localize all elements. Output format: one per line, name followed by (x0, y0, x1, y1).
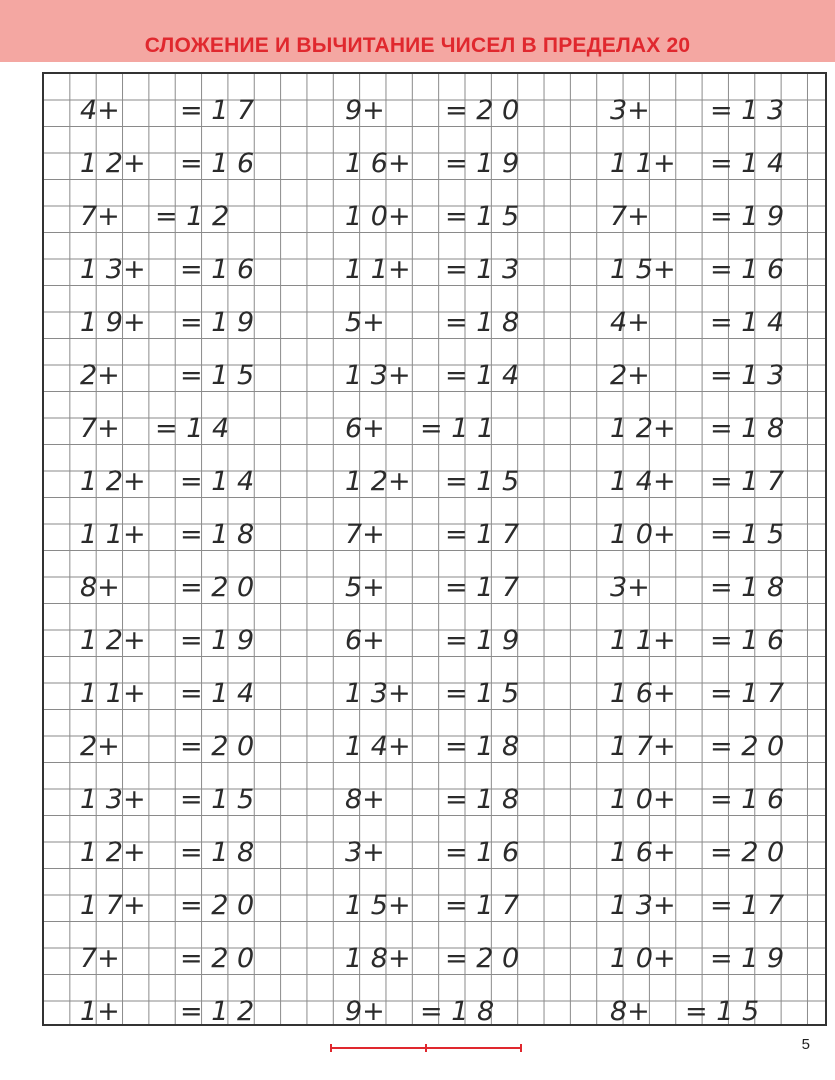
problem-answer: = 1 7 (710, 466, 785, 497)
problem-answer: = 1 7 (710, 678, 785, 709)
problem-answer: = 1 6 (180, 254, 255, 285)
problem-left: 7+ (80, 943, 120, 974)
problem-answer: = 2 0 (180, 890, 255, 921)
problem-answer: = 2 0 (710, 731, 785, 762)
problem-cell (80, 932, 280, 985)
problem-left: 1 8+ (345, 943, 411, 974)
problem-cell (610, 773, 810, 826)
problem-left: 1 4+ (610, 466, 676, 497)
problem-cell (345, 137, 545, 190)
problem-cell (80, 561, 280, 614)
problem-left: 3+ (610, 572, 650, 603)
problem-cell (80, 879, 280, 932)
problem-cell (610, 985, 810, 1038)
problem-answer: = 1 5 (445, 201, 520, 232)
problem-left: 1+ (80, 996, 120, 1027)
problem-left: 1 0+ (610, 784, 676, 815)
problem-answer: = 1 2 (180, 996, 255, 1027)
problem-cell (610, 84, 810, 137)
problem-cell (345, 773, 545, 826)
ruler-tick (425, 1044, 427, 1052)
problem-left: 1 9+ (80, 307, 146, 338)
problem-left: 9+ (345, 95, 385, 126)
problem-cell (610, 508, 810, 561)
problem-left: 1 7+ (610, 731, 676, 762)
problem-left: 1 7+ (80, 890, 146, 921)
problem-cell (345, 455, 545, 508)
problem-answer: = 1 3 (710, 360, 785, 391)
problem-left: 1 6+ (610, 678, 676, 709)
problem-answer: = 1 5 (710, 519, 785, 550)
problem-cell (80, 137, 280, 190)
problem-cell (345, 879, 545, 932)
problem-left: 7+ (610, 201, 650, 232)
problem-left: 2+ (610, 360, 650, 391)
problem-answer: = 1 7 (445, 572, 520, 603)
problem-left: 1 1+ (345, 254, 411, 285)
problem-answer: = 2 0 (180, 572, 255, 603)
problem-left: 1 0+ (610, 519, 676, 550)
problem-cell (610, 826, 810, 879)
problem-cell (610, 614, 810, 667)
problem-answer: = 1 1 (420, 413, 495, 444)
problem-cell (345, 720, 545, 773)
problem-cell (345, 243, 545, 296)
problem-left: 1 1+ (80, 678, 146, 709)
problem-left: 1 6+ (345, 148, 411, 179)
problem-cell (80, 773, 280, 826)
problem-left: 2+ (80, 360, 120, 391)
problem-answer: = 1 2 (155, 201, 230, 232)
problem-cell (80, 243, 280, 296)
problem-answer: = 1 6 (710, 625, 785, 656)
problem-left: 1 5+ (345, 890, 411, 921)
problem-left: 1 5+ (610, 254, 676, 285)
problem-answer: = 1 9 (710, 201, 785, 232)
problem-answer: = 1 7 (445, 890, 520, 921)
problem-cell (80, 349, 280, 402)
problem-left: 1 2+ (345, 466, 411, 497)
problem-answer: = 1 5 (445, 466, 520, 497)
problem-cell (345, 349, 545, 402)
problem-left: 5+ (345, 307, 385, 338)
problem-answer: = 1 7 (445, 519, 520, 550)
problem-left: 9+ (345, 996, 385, 1027)
problem-cell (345, 932, 545, 985)
problem-cell (610, 932, 810, 985)
problem-cell (80, 84, 280, 137)
problem-left: 1 4+ (345, 731, 411, 762)
problem-left: 1 1+ (610, 625, 676, 656)
problem-cell (610, 243, 810, 296)
problem-answer: = 1 7 (710, 890, 785, 921)
problem-left: 8+ (345, 784, 385, 815)
problem-answer: = 1 4 (155, 413, 230, 444)
problem-left: 4+ (610, 307, 650, 338)
problem-left: 1 3+ (345, 678, 411, 709)
problem-cell (345, 84, 545, 137)
problem-cell (610, 455, 810, 508)
problem-answer: = 1 9 (445, 625, 520, 656)
problem-answer: = 2 0 (180, 943, 255, 974)
problem-cell (610, 296, 810, 349)
problem-answer: = 1 6 (710, 784, 785, 815)
problem-answer: = 1 8 (710, 413, 785, 444)
problem-left: 1 2+ (610, 413, 676, 444)
problem-answer: = 1 5 (445, 678, 520, 709)
problem-cell (610, 349, 810, 402)
problem-cell (345, 402, 545, 455)
problem-cell (610, 561, 810, 614)
problem-answer: = 1 8 (445, 784, 520, 815)
problem-left: 1 6+ (610, 837, 676, 868)
problem-left: 4+ (80, 95, 120, 126)
problem-cell (80, 826, 280, 879)
problem-left: 1 1+ (80, 519, 146, 550)
problem-answer: = 1 8 (710, 572, 785, 603)
problem-cell (80, 455, 280, 508)
problem-cell (610, 190, 810, 243)
problem-answer: = 1 8 (180, 519, 255, 550)
problem-answer: = 2 0 (445, 95, 520, 126)
problem-cell (345, 614, 545, 667)
problem-left: 2+ (80, 731, 120, 762)
problem-answer: = 1 4 (710, 148, 785, 179)
problem-answer: = 1 6 (445, 837, 520, 868)
problem-cell (345, 561, 545, 614)
problem-answer: = 1 4 (445, 360, 520, 391)
problem-left: 1 2+ (80, 466, 146, 497)
problem-cell (610, 402, 810, 455)
problem-left: 1 2+ (80, 837, 146, 868)
page-number: 5 (801, 1036, 810, 1053)
problem-answer: = 1 7 (180, 95, 255, 126)
problem-answer: = 1 9 (710, 943, 785, 974)
problem-left: 1 1+ (610, 148, 676, 179)
problem-cell (80, 614, 280, 667)
problem-answer: = 1 9 (180, 307, 255, 338)
problem-answer: = 1 6 (710, 254, 785, 285)
problem-left: 3+ (610, 95, 650, 126)
problem-cell (345, 190, 545, 243)
problem-answer: = 1 5 (180, 784, 255, 815)
problem-left: 6+ (345, 625, 385, 656)
problem-answer: = 1 8 (445, 731, 520, 762)
problem-cell (80, 720, 280, 773)
problem-answer: = 1 5 (685, 996, 760, 1027)
problem-cell (80, 402, 280, 455)
problem-cell (80, 508, 280, 561)
problem-answer: = 1 8 (445, 307, 520, 338)
problem-answer: = 2 0 (445, 943, 520, 974)
problem-answer: = 1 4 (710, 307, 785, 338)
problem-left: 1 3+ (80, 784, 146, 815)
problem-answer: = 1 8 (420, 996, 495, 1027)
problem-answer: = 1 6 (180, 148, 255, 179)
problem-cell (345, 985, 545, 1038)
problem-left: 7+ (80, 201, 120, 232)
page-title: СЛОЖЕНИЕ И ВЫЧИТАНИЕ ЧИСЕЛ В ПРЕДЕЛАХ 20 (144, 34, 691, 57)
problem-left: 6+ (345, 413, 385, 444)
problem-left: 3+ (345, 837, 385, 868)
problem-cell (345, 508, 545, 561)
problem-answer: = 1 4 (180, 678, 255, 709)
problem-answer: = 1 4 (180, 466, 255, 497)
problem-left: 8+ (610, 996, 650, 1027)
ruler-mark (330, 1047, 522, 1049)
problem-left: 7+ (345, 519, 385, 550)
problem-cell (345, 826, 545, 879)
problem-cell (345, 667, 545, 720)
problem-cell (80, 296, 280, 349)
problem-answer: = 1 5 (180, 360, 255, 391)
problem-cell (610, 879, 810, 932)
problem-left: 1 3+ (345, 360, 411, 391)
problem-cell (345, 296, 545, 349)
problem-left: 1 3+ (80, 254, 146, 285)
problem-cell (610, 137, 810, 190)
problem-left: 7+ (80, 413, 120, 444)
problem-cell (80, 985, 280, 1038)
problem-answer: = 2 0 (710, 837, 785, 868)
problem-left: 1 3+ (610, 890, 676, 921)
problem-cell (610, 720, 810, 773)
problem-answer: = 1 9 (180, 625, 255, 656)
problem-answer: = 1 9 (445, 148, 520, 179)
problem-answer: = 1 3 (710, 95, 785, 126)
problem-cell (610, 667, 810, 720)
problem-left: 1 0+ (345, 201, 411, 232)
problem-cell (80, 190, 280, 243)
problem-answer: = 1 8 (180, 837, 255, 868)
problem-answer: = 1 3 (445, 254, 520, 285)
problem-cell (80, 667, 280, 720)
problem-left: 1 0+ (610, 943, 676, 974)
problem-left: 1 2+ (80, 625, 146, 656)
problem-left: 1 2+ (80, 148, 146, 179)
problem-left: 8+ (80, 572, 120, 603)
problem-left: 5+ (345, 572, 385, 603)
problem-answer: = 2 0 (180, 731, 255, 762)
